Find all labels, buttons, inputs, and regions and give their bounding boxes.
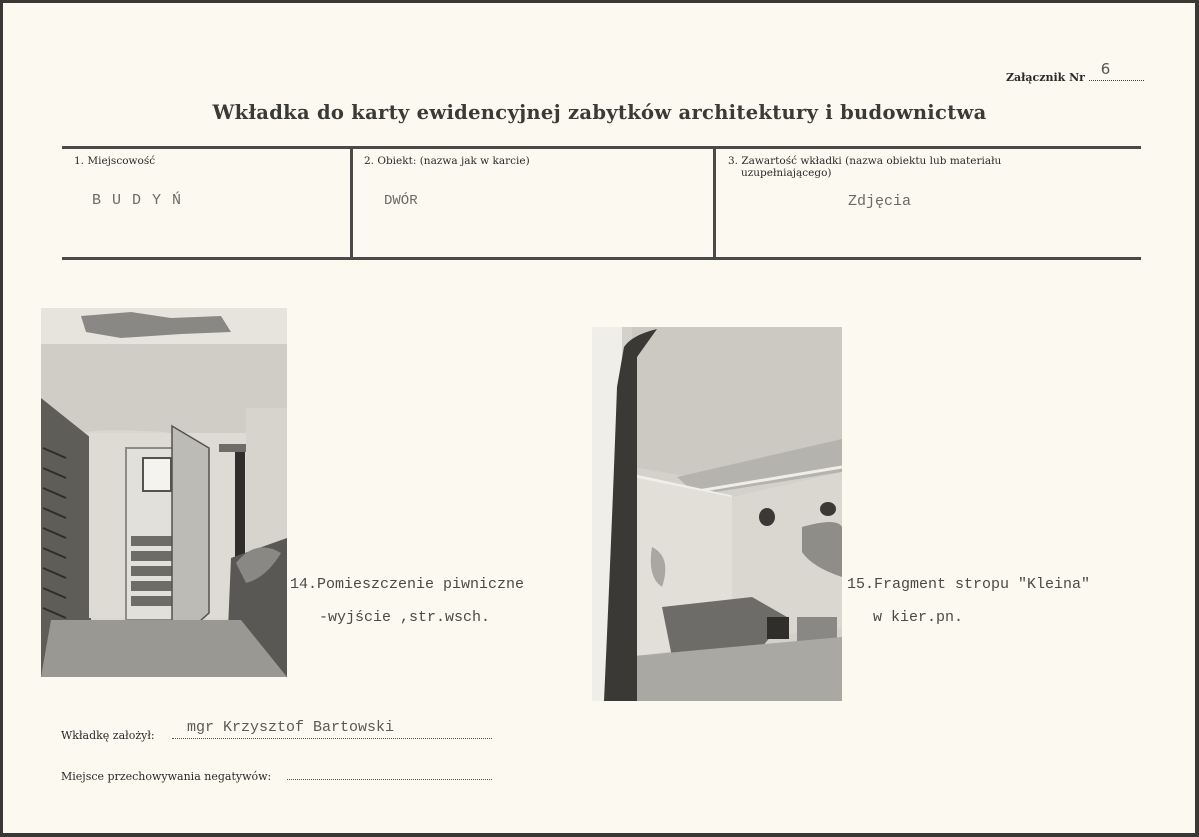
object-value: DWÓR (384, 193, 418, 209)
photo-klein-ceiling (592, 327, 842, 701)
locality-value: B U D Y Ń (92, 192, 183, 209)
table-bottom-rule (62, 257, 1141, 260)
annex-number-field (1006, 60, 1144, 84)
negatives-location-label: Miejsce przechowywania negatywów: (61, 770, 272, 783)
contents-label-line2: uzupełniającego) (741, 167, 832, 179)
created-by-label: Wkładkę założył: (61, 729, 155, 742)
table-divider-2 (713, 146, 716, 260)
negatives-location-dotline (287, 778, 492, 780)
locality-label: 1. Miejscowość (74, 155, 156, 167)
annex-dotline (1089, 60, 1144, 81)
table-top-rule (62, 146, 1141, 149)
contents-label-line1: 3. Zawartość wkładki (nazwa obiektu lub materiału (728, 155, 1002, 167)
photo-klein-ceiling-image (592, 327, 842, 701)
created-by-value: mgr Krzysztof Bartowski (187, 719, 395, 736)
photo-basement-exit-image (41, 308, 287, 677)
annex-number-value: 6 (1100, 60, 1111, 78)
photo-caption-15-line2: w kier.pn. (873, 609, 964, 626)
photo-caption-15-line1: 15.Fragment stropu "Kleina" (847, 576, 1091, 593)
contents-value: Zdjęcia (848, 193, 912, 210)
photo-basement-exit (41, 308, 287, 677)
object-label: 2. Obiekt: (nazwa jak w karcie) (364, 155, 530, 167)
created-by-dotline (172, 737, 492, 739)
annex-label: Załącznik Nr (1006, 71, 1085, 84)
photo-caption-14-line2: -wyjście ,str.wsch. (319, 609, 491, 626)
page-title: Wkładka do karty ewidencyjnej zabytków architektury i budownictwa (212, 101, 987, 124)
photo-caption-14-line1: 14.Pomieszczenie piwniczne (290, 576, 525, 593)
table-divider-1 (350, 146, 353, 260)
